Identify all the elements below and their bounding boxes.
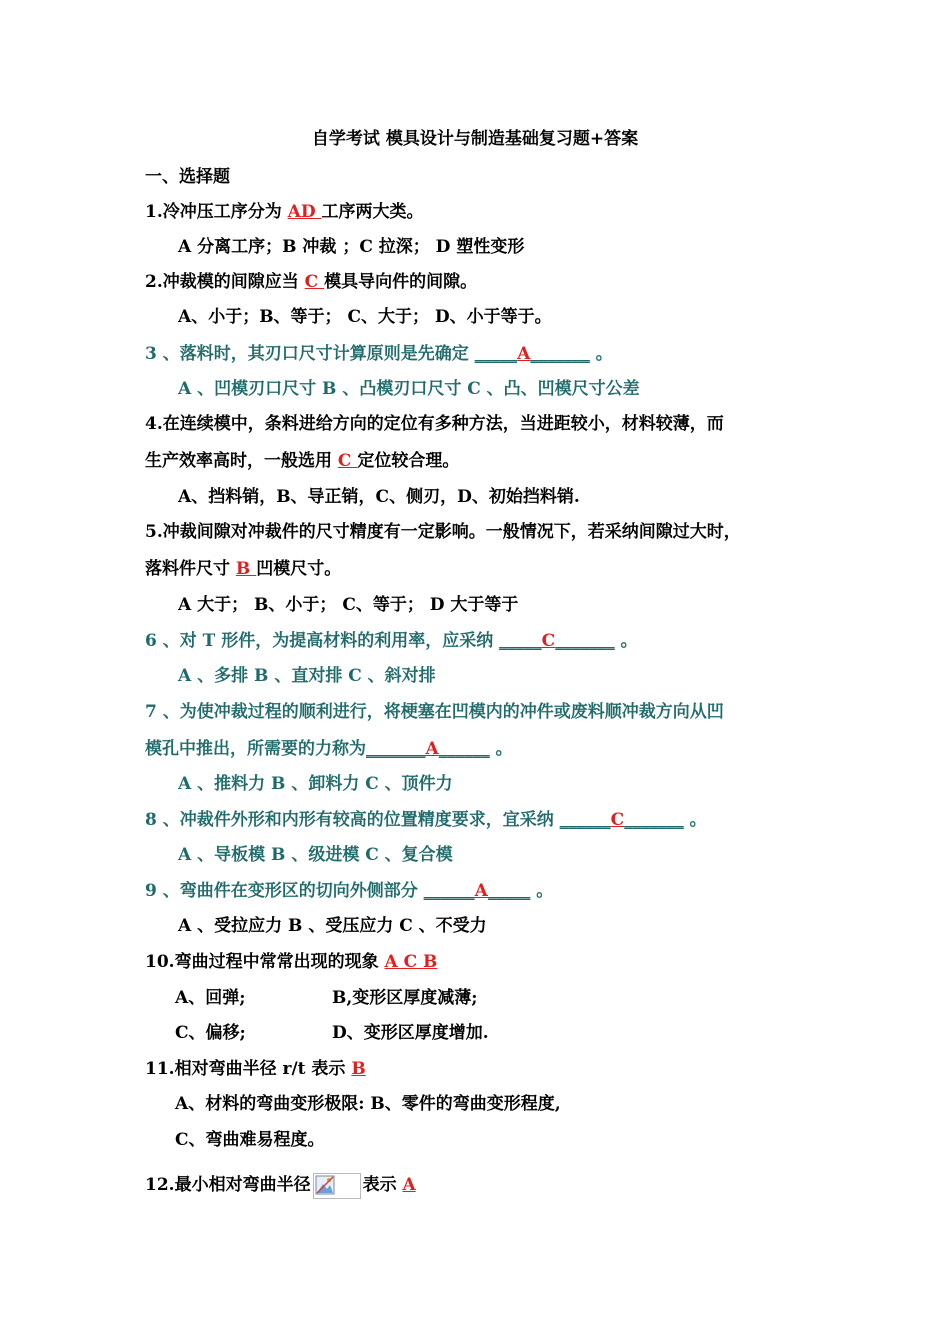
question-text: 表示 bbox=[362, 1175, 403, 1195]
question-6 bbox=[145, 626, 638, 651]
question-3 bbox=[145, 339, 613, 364]
question-7-line-1: 7 、为使冲裁过程的顺利进行，将梗塞在凹模内的冲件或废料顺冲裁方向从凹 bbox=[145, 702, 724, 722]
answer-blank: ______ bbox=[423, 881, 475, 901]
answer: C bbox=[610, 810, 625, 830]
question-11 bbox=[145, 1054, 366, 1079]
answer-blank: ______ bbox=[438, 739, 490, 759]
question-text: 12.最小相对弯曲半径 bbox=[145, 1175, 311, 1195]
question-4 bbox=[145, 446, 459, 471]
question-text: 10.弯曲过程中常常出现的现象 bbox=[145, 952, 385, 972]
question-8 bbox=[145, 805, 707, 830]
question-text: 。 bbox=[589, 344, 613, 364]
question-text: 。 bbox=[530, 881, 554, 901]
question-text: 定位较合理。 bbox=[357, 451, 460, 471]
question-text: 11.相对弯曲半径 r/t 表示 bbox=[145, 1059, 352, 1079]
question-1 bbox=[145, 197, 424, 222]
answer: A bbox=[474, 881, 488, 901]
answer: A C B bbox=[384, 952, 438, 972]
answer-blank: _____ bbox=[474, 344, 518, 364]
question-text: 生产效率高时，一般选用 bbox=[145, 451, 338, 471]
question-text: 落料件尺寸 bbox=[145, 559, 236, 579]
question-text: 模孔中推出，所需要的力称为 bbox=[145, 739, 366, 759]
question-5-line-1: 5.冲裁间隙对冲裁件的尺寸精度有一定影响。一般情况下，若采纳间隙过大时， bbox=[145, 522, 741, 542]
question-7-options: A 、推料力 B 、卸料力 C 、顶件力 bbox=[178, 774, 453, 794]
question-10-option-b: B,变形区厚度减薄; bbox=[332, 988, 478, 1008]
answer-blank: _____ bbox=[487, 881, 531, 901]
answer: B bbox=[235, 559, 257, 579]
question-11-options-line-1: A、材料的弯曲变形极限: B、零件的弯曲变形程度, bbox=[175, 1094, 561, 1114]
question-5 bbox=[145, 554, 341, 579]
answer: A bbox=[517, 344, 531, 364]
answer: B bbox=[351, 1059, 366, 1079]
answer: A bbox=[425, 739, 439, 759]
question-text: 1.冷冲压工序分为 bbox=[145, 202, 288, 222]
question-9 bbox=[145, 876, 553, 901]
question-10 bbox=[145, 947, 437, 972]
question-6-options: A 、多排 B 、直对排 C 、斜对排 bbox=[178, 666, 436, 686]
question-text: 工序两大类。 bbox=[321, 202, 424, 222]
section-heading: 一、选择题 bbox=[145, 167, 230, 187]
question-3-options: A 、凹模刃口尺寸 B 、凸模刃口尺寸 C 、凸、凹模尺寸公差 bbox=[178, 379, 640, 399]
question-text: 3 、落料时，其刃口尺寸计算原则是先确定 bbox=[145, 344, 475, 364]
question-7 bbox=[145, 734, 513, 759]
answer-blank: _____ bbox=[499, 631, 542, 651]
question-2 bbox=[145, 267, 477, 292]
question-text: 。 bbox=[614, 631, 638, 651]
question-1-options: A 分离工序；B 冲裁 ；C 拉深； D 塑性变形 bbox=[178, 237, 525, 257]
answer: AD bbox=[287, 202, 322, 222]
answer: C bbox=[541, 631, 556, 651]
answer: A bbox=[402, 1175, 416, 1195]
question-12 bbox=[145, 1170, 416, 1199]
question-text: 凹模尺寸。 bbox=[256, 559, 342, 579]
question-text: 。 bbox=[683, 810, 707, 830]
question-9-options: A 、受拉应力 B 、受压应力 C 、不受力 bbox=[178, 916, 487, 936]
answer: C bbox=[337, 451, 358, 471]
question-text: 8 、冲裁件外形和内形有较高的位置精度要求，宜采纳 bbox=[145, 810, 560, 830]
answer-blank: ______ bbox=[559, 810, 611, 830]
question-10-option-d: D、变形区厚度增加. bbox=[332, 1023, 489, 1043]
question-8-options: A 、导板模 B 、级进模 C 、复合模 bbox=[178, 845, 453, 865]
answer: C bbox=[304, 272, 325, 292]
question-5-options: A 大于； B、小于； C、等于； D 大于等于 bbox=[178, 595, 519, 615]
question-4-options: A、挡料销，B、导正销，C、侧刃，D、初始挡料销. bbox=[178, 487, 580, 507]
answer-blank: _______ bbox=[624, 810, 684, 830]
question-11-options-line-2: C、弯曲难易程度。 bbox=[175, 1130, 325, 1150]
question-10-option-a: A、回弹; bbox=[175, 988, 246, 1008]
question-text: 9 、弯曲件在变形区的切向外侧部分 bbox=[145, 881, 424, 901]
question-10-option-c: C、偏移; bbox=[175, 1023, 246, 1043]
document-title: 自学考试 模具设计与制造基础复习题+答案 bbox=[311, 129, 639, 149]
answer-blank: _______ bbox=[555, 631, 615, 651]
broken-image-icon bbox=[313, 1173, 361, 1199]
question-text: 模具导向件的间隙。 bbox=[324, 272, 478, 292]
question-text: 。 bbox=[489, 739, 513, 759]
question-2-options: A、小于；B、等于； C、大于； D、小于等于。 bbox=[178, 307, 552, 327]
answer-blank: _______ bbox=[530, 344, 590, 364]
question-4-line-1: 4.在连续模中，条料进给方向的定位有多种方法，当进距较小，材料较薄，而 bbox=[145, 414, 724, 434]
question-text: 2.冲裁模的间隙应当 bbox=[145, 272, 305, 292]
question-text: 6 、对 T 形件，为提高材料的利用率，应采纳 bbox=[145, 631, 500, 651]
answer-blank: _______ bbox=[366, 739, 426, 759]
